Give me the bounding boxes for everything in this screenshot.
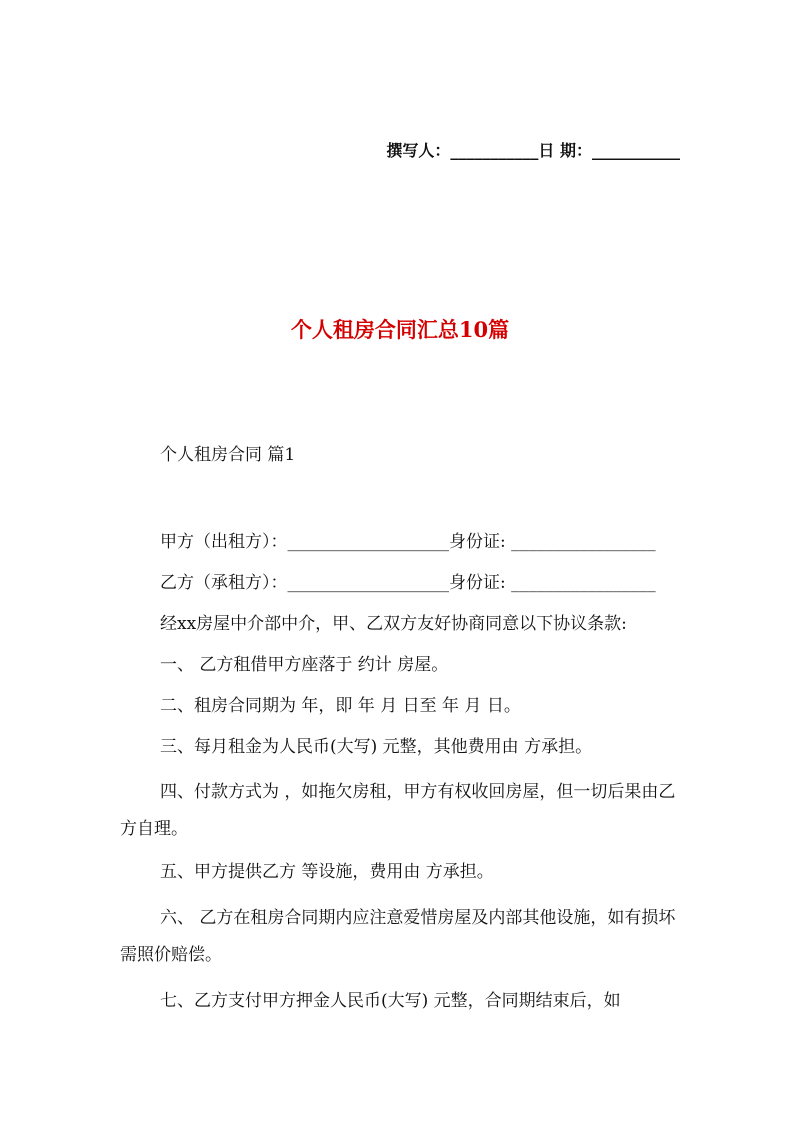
clause-4: 四、付款方式为 ，如拖欠房租，甲方有权收回房屋，但一切后果由乙方自理。 — [120, 782, 676, 839]
party-b-id-label: 身份证: — [449, 573, 506, 593]
party-b-line — [120, 568, 722, 593]
party-a-id-blank: _________________ — [511, 532, 656, 552]
party-a-id-label: 身份证: — [449, 532, 506, 552]
contract-subtitle: 个人租房合同 篇1 — [160, 445, 296, 465]
party-b-id-blank: _________________ — [511, 573, 656, 593]
party-a-blank: ___________________ — [287, 532, 449, 552]
date-label: 日 期： — [538, 141, 592, 160]
party-a-label: 甲方（出租方）： — [160, 532, 288, 552]
clause-2: 二、租房合同期为 年，即 年 月 日至 年 月 日。 — [160, 696, 521, 716]
author-label: 撰写人： — [386, 141, 451, 160]
clause-3: 三、每月租金为人民币(大写) 元整，其他费用由 方承担。 — [160, 737, 593, 757]
author-blank: ___________ — [450, 141, 539, 160]
party-a-line — [120, 527, 722, 552]
author-date-line — [386, 138, 680, 161]
party-b-blank: ___________________ — [287, 573, 449, 593]
party-b-label: 乙方（承租方）： — [160, 573, 288, 593]
date-blank: ___________ — [592, 141, 680, 160]
clause-7: 七、乙方支付甲方押金人民币(大写) 元整，合同期结束后，如 — [160, 991, 621, 1011]
intro-paragraph: 经xx房屋中介部中介，甲、乙双方友好协商同意以下协议条款: — [160, 614, 627, 634]
clause-6: 六、 乙方在租房合同期内应注意爱惜房屋及内部其他设施，如有损坏需照价赔偿。 — [120, 908, 676, 965]
clause-5: 五、甲方提供乙方 等设施，费用由 方承担。 — [160, 862, 494, 882]
clause-1: 一、 乙方租借甲方座落于 约计 房屋。 — [160, 655, 449, 675]
document-title: 个人租房合同汇总10篇 — [290, 317, 510, 342]
